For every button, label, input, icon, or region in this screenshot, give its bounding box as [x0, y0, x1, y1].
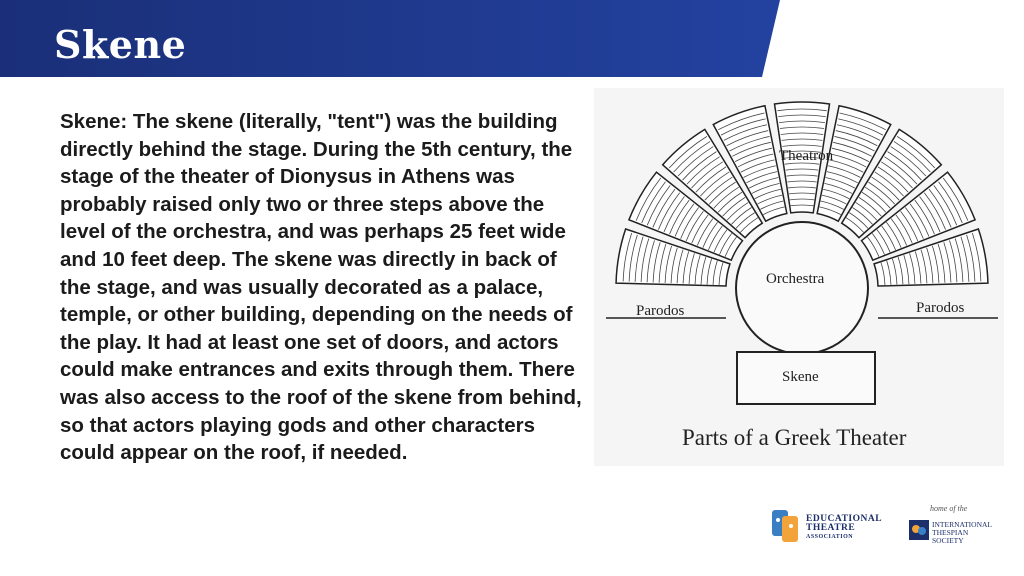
its-emblem-icon [908, 519, 930, 541]
greek-theater-diagram [594, 88, 1004, 466]
eta-mask-icon [770, 506, 804, 546]
its-line-2: THESPIAN SOCIETY [932, 528, 969, 545]
eta-line-1: EDUCATIONAL [806, 514, 883, 524]
parodos-right-label: Parodos [916, 300, 965, 316]
diagram-caption: Parts of a Greek Theater [682, 425, 907, 450]
body-paragraph: Skene: The skene (literally, "tent") was the building directly behind the stage. During the 5th century, the stage of the theater of Dionysus in Athens was probably raised only two or three steps above the level of the orchestra, and was perhaps 25 feet wide and 10 feet deep. The skene was directly in back of the stage, and was usually decorated as a palace, temple, or other building, depending on the needs of the play. It had at least one set of doors, and actors could make entrances and exits through them. There was also access to the roof of the skene from behind, so that actors playing gods and other characters could appear on the roof, if needed. [60, 110, 582, 465]
its-line-1: INTERNATIONAL [932, 520, 992, 529]
its-home-text: home of the [930, 504, 968, 513]
theatron-label: Theatron [779, 148, 834, 164]
parodos-left-label: Parodos [636, 303, 685, 319]
skene-label: Skene [782, 369, 819, 385]
educational-theatre-association-logo [770, 506, 890, 546]
slide-title: Skene [54, 22, 187, 67]
eta-line-2: THEATRE [806, 523, 856, 533]
title-bar [0, 0, 1024, 77]
eta-line-3: ASSOCIATION [806, 534, 854, 540]
international-thespian-society-logo [906, 504, 990, 544]
orchestra-label: Orchestra [766, 271, 825, 287]
orchestra-circle [736, 222, 868, 354]
